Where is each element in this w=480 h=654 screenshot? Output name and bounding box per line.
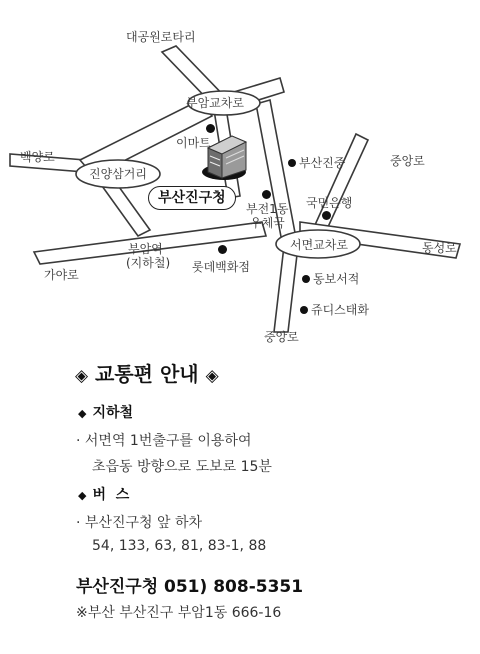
label-jungang-ro-bottom: 중앙로	[264, 330, 299, 344]
label-buam-intersection: 부암교차로	[186, 96, 244, 110]
lotte-dept-dot	[218, 245, 227, 254]
label-busanjin-police: 부산진중	[288, 156, 345, 170]
transport-info	[0, 350, 480, 654]
road-jungang-bottom	[274, 246, 298, 332]
label-daegongwon-rotary: 대공원로타리	[126, 30, 196, 44]
main-building-label: 부산진구청	[148, 186, 236, 210]
label-jungang-ro-right: 중앙로	[390, 154, 425, 168]
dongbo-books-dot	[302, 275, 310, 283]
heading-text: 교통편 안내	[95, 362, 199, 386]
emart-dot	[206, 124, 215, 133]
label-judy-taehwa: 쥬디스태화	[300, 303, 369, 317]
label-dongbo-books: 동보서적	[302, 272, 359, 286]
subway-line2: 초읍동 방향으로 도보로 15분	[92, 459, 272, 475]
heading-deco-left: ◈	[75, 366, 89, 386]
label-buam-station-line2: (지하철)	[126, 256, 171, 270]
address: ※부산 부산진구 부암1동 666-16	[76, 605, 282, 621]
label-seomyeon-intersection: 서면교차로	[290, 238, 348, 252]
label-jinyang-intersection: 진양삼거리	[89, 167, 147, 181]
bus-title: ◆ 버 스	[78, 487, 130, 503]
bullet-dot: ·	[76, 433, 81, 449]
kookmin-bank-dot	[322, 211, 331, 220]
judy-taehwa-dot	[300, 306, 308, 314]
bujeon-post-dot	[262, 190, 271, 199]
label-dongseong-ro: 동성로	[422, 241, 457, 255]
label-lotte-dept: 롯데백화점	[192, 260, 250, 274]
bus-line2: 54, 133, 63, 81, 83-1, 88	[92, 538, 267, 554]
diamond-icon: ◆	[78, 407, 87, 420]
subway-title: ◆ 지하철	[78, 405, 134, 421]
label-kookmin-bank: 국민은행	[306, 196, 353, 210]
bus-line1: · 부산진구청 앞 하차	[76, 515, 202, 531]
contact-phone: 부산진구청 051) 808-5351	[76, 577, 304, 597]
diamond-icon: ◆	[78, 489, 87, 502]
info-heading	[75, 358, 219, 387]
label-gaya-ro: 가야로	[44, 268, 79, 282]
heading-deco-right: ◈	[205, 366, 219, 386]
label-baekyang-ro: 백양로	[20, 150, 55, 164]
label-bujeon-post-line2: 우체국	[250, 216, 285, 230]
label-bujeon-post-line1: 부전1동	[246, 202, 289, 216]
subway-line1: · 서면역 1번출구를 이용하여	[76, 433, 252, 449]
label-emart: 이마트	[176, 136, 211, 150]
busanjin-police-dot	[288, 159, 296, 167]
bullet-dot: ·	[76, 515, 81, 531]
label-buam-station-line1: 부암역	[128, 242, 163, 256]
